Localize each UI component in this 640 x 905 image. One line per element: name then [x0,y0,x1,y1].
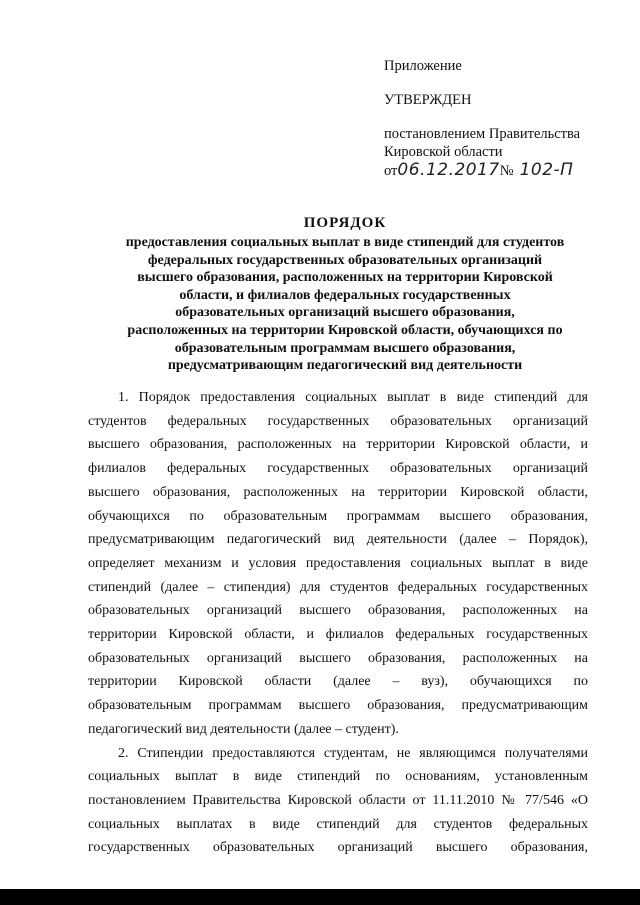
subtitle-line: предусматривающим педагогический вид деятельности [167,358,523,374]
paragraph-1-line: педагогический вид деятельности (далее – студент). [88,721,399,737]
approved-label: УТВЕРЖДЕН [384,92,472,108]
subtitle-line: области, и филиалов федеральных государственных [179,287,511,303]
handwritten-number: 102-П [519,160,574,180]
paragraph-1-line: образовательных организаций высшего образования, расположенных на [88,650,588,666]
subtitle-line: предоставления социальных выплат в виде стипендий для студентов [125,235,565,250]
resolution-line-1: постановлением Правительства [384,126,581,142]
paragraph-1-line: студентов федеральных государственных образовательных организаций [88,413,588,429]
document-title: ПОРЯДОК [303,215,387,231]
subtitle-line: расположенных на территории Кировской области, обучающихся по [127,322,563,338]
appendix-label: Приложение [384,58,462,74]
subtitle-line: федеральных государственных образовательных организаций [147,252,543,268]
subtitle-line: образовательным программам высшего образования, [174,340,516,356]
paragraph-1-line: территории Кировской области (далее – вуз), обучающихся по [88,674,588,690]
approval-block [384,57,624,180]
from-prefix: от [384,163,398,179]
number-sign: № [499,163,514,179]
paragraph-1-line: филиалов федеральных государственных образовательных организаций [88,461,588,477]
paragraph-1-line: образовательных организаций высшего образования, расположенных на [88,603,588,619]
paragraph-2-line: социальных выплатах в виде стипендий для студентов федеральных [88,816,588,832]
paragraph-1-line: территории Кировской области, и филиалов федеральных государственных [88,627,588,643]
document-subtitle [90,234,600,375]
paragraph-2-line: социальных выплат в виде стипендий по основаниям, установленным [88,769,588,785]
paragraph-1-line: 1. Порядок предоставления социальных выплат в виде стипендий для [118,390,588,405]
document-heading [90,213,600,375]
paragraph-2-line: 2. Стипендии предоставляются студентам, не являющимся получателями [118,745,588,761]
document-body [88,386,588,860]
handwritten-date: 06.12.2017 [397,160,500,180]
resolution-date-line [384,161,624,180]
paragraph-1-line: стипендий (далее – стипендия) для студентов федеральных государственных [88,579,588,595]
resolution-line-2: Кировской области [384,144,503,160]
scan-edge-bar [0,889,640,905]
paragraph-1-line: определяет механизм и условия предоставления социальных выплат в виде [88,555,588,571]
paragraph-2-line: постановлением Правительства Кировской области от 11.11.2010 № 77/546 «О [88,792,588,808]
paragraph-2-line: государственных образовательных организаций высшего образования, [88,840,588,856]
paragraph-1-line: высшего образования, расположенных на территории Кировской области, и [88,437,588,453]
paragraph-1-line: высшего образования, расположенных на территории Кировской области, [88,484,588,500]
subtitle-line: образовательных организаций высшего образования, [175,305,515,321]
paragraph-1-line: образовательным программам высшего образования, предусматривающим [88,698,588,714]
paragraph-1-line: обучающихся по образовательным программам высшего образования, [88,508,588,524]
paragraph-1-line: предусматривающим педагогический вид деятельности (далее – Порядок), [88,532,588,548]
subtitle-line: высшего образования, расположенных на территории Кировской [137,270,553,286]
